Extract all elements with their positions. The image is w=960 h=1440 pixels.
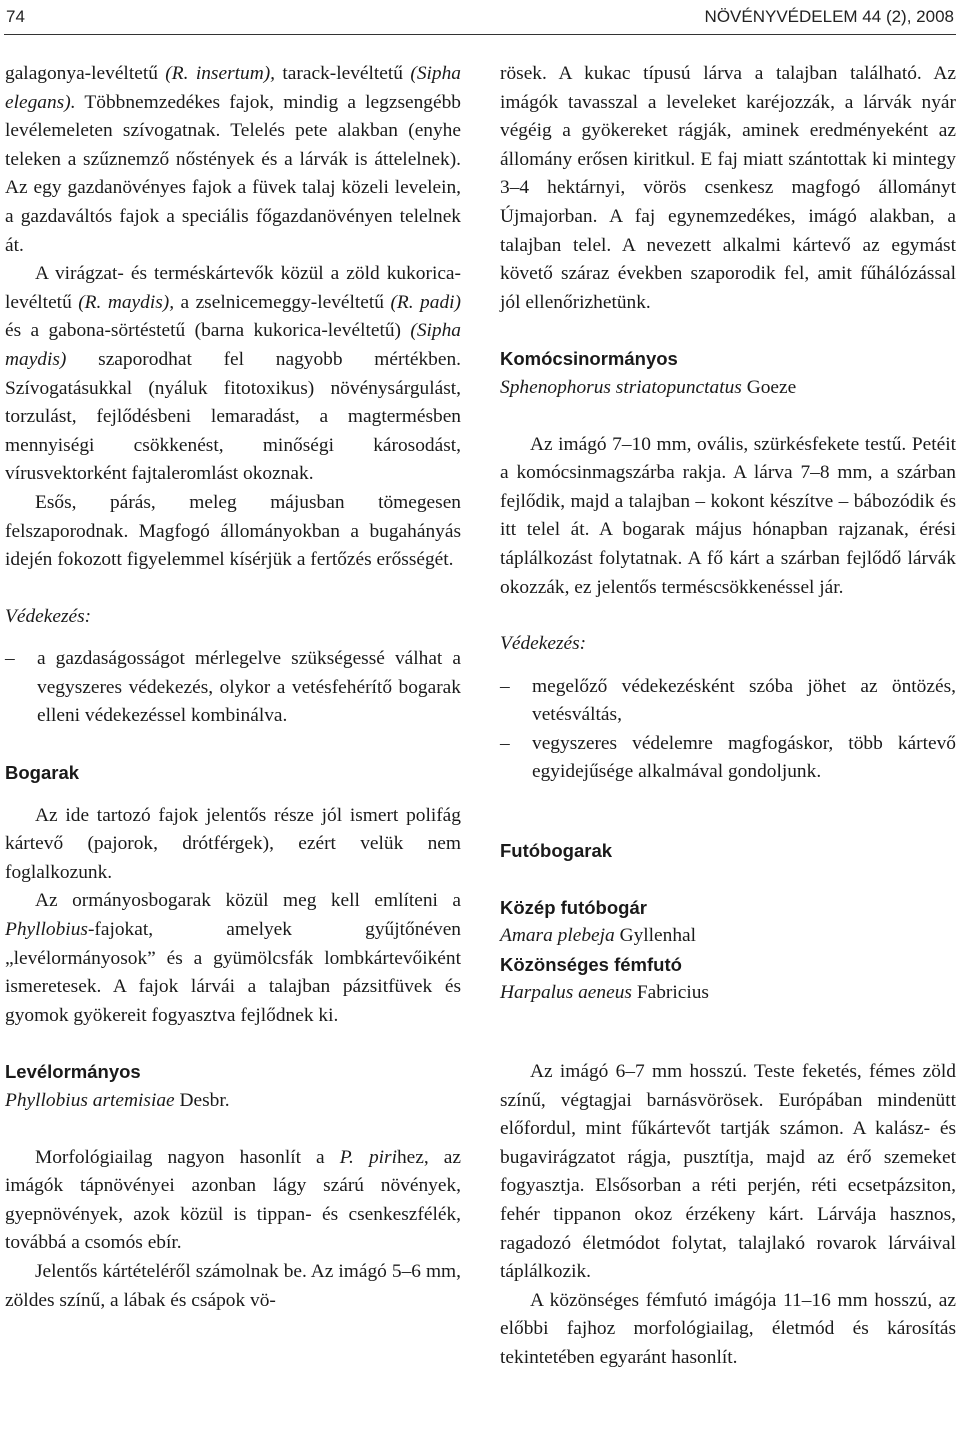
list-item: – a gazdaságosságot mérlegelve szükségessé válhat a vegyszeres védekezés, olykor a vetésfehérítő bogarak elleni védekezéssel kombinálva. [5, 648, 461, 727]
scientific-name: Amara plebeja Gyllenhal [500, 925, 697, 947]
protection-label: Védekezés: [5, 605, 92, 627]
paragraph: Esős, párás, meleg májusban tömegesen felszaporodnak. Magfogó állományokban a bugahányás idején fokozott figyelemmel kísérjük a fertőzés erősségét. [5, 491, 461, 571]
page-number: 74 [6, 7, 25, 26]
section-heading-kozep-futobogar: Közép futóbogár [500, 896, 647, 918]
journal-title: NÖVÉNYVÉDELEM 44 (2), 2008 [704, 7, 954, 26]
list-item: – megelőző védekezésként szóba jöhet az öntözés, vetésváltás, [500, 675, 956, 726]
paragraph: galagonya-levéltetű (R. insertum), tarack-levéltetű (Sipha elegans). Többnemzedékes fajok, mindig a legzsengébb levélemeleten szívogatnak. Telelés pete alakban (enyhe teleken a szűznemző nőstények és a lárvák is áttelelnek). Az egy gazdanövényes fajok a füvek talaj közeli levelein, a gazdaváltós fajok a speciális főgazdanövényen telelnek át. [5, 63, 462, 256]
section-heading-kozonseges-femfuto: Közönséges fémfutó [500, 953, 682, 975]
protection-label: Védekezés: [500, 633, 587, 655]
paragraph: A közönséges fémfutó imágója 11–16 mm hosszú, az előbbi fajhoz morfológiailag, életmód és károsítás tekintetében egyaránt hasonlít. [500, 1289, 956, 1368]
paragraph: Morfológiailag nagyon hasonlít a P. pirihez, az imágók tápnövényei azonban lágy szárú növények, gyepnövények, azok közül is tippan- és csenkeszfélék, továbbá a csomós ebír. [5, 1146, 461, 1254]
scientific-name: Phyllobius artemisiae Desbr. [5, 1090, 230, 1111]
scientific-name: Sphenophorus striatopunctatus Goeze [500, 376, 797, 398]
list-item: – vegyszeres védelemre magfogáskor, több kártevő egyidejűsége alkalmával gondoljunk. [500, 732, 956, 783]
section-heading-bogarak: Bogarak [5, 762, 80, 784]
paragraph: A virágzat- és terméskártevők közül a zöld kukorica-levéltetű (R. maydis), a zselnicemeggy-levéltetű (R. padi) és a gabona-sörtéstetű (barna kukorica-levéltetű) (Sipha maydis) szaporodhat fel nagyobb mértékben. Szívogatásukkal (nyáluk fitotoxikus) növénysárgulást, torzulást, fejlődésbeni lemaradást, a magtermésben mennyiségi csökkenést, minőségi károsodást, vírusvektorként fajtaleromlást okoznak. [5, 263, 461, 485]
left-column [5, 60, 461, 1315]
protection-list [5, 645, 461, 731]
protection-list [500, 673, 956, 787]
paragraph: rösek. A kukac típusú lárva a talajban található. Az imágók tavasszal a leveleket karéjozzák, a lárvák nyár végéig a gyökereket rágják, aminek eredményeként az állomány erősen kiritkul. E faj miatt szántottak ki mintegy 3–4 hektárnyi, vörös csenkesz magfogó állományt Újmajorban. A faj egynemzedékes, imágó alakban, a talajban telel. A nevezett alkalmi kártevő az egymást követő száraz években szaporodik fel, amit fűhálózással jól ellenőrizhetünk. [500, 63, 956, 313]
right-column [500, 60, 956, 1373]
paragraph: Az ide tartozó fajok jelentős része jól ismert polifág kártevő (pajorok, drótférgek), ezért velük nem foglalkozunk. [5, 804, 461, 883]
section-heading-komocsinormanyos: Komócsinormányos [500, 348, 678, 370]
paragraph: Az imágó 7–10 mm, ovális, szürkésfekete testű. Petéit a komócsinmagszárba rakja. A lárva 7–8 mm, a szárban fejlődik, majd a talajban – kokont készítve – bábozódik és itt telel át. A bogarak május hónapban rajzanak, érési táplálkozást folytatnak. A fő kárt a szárban fejlődő lárvák okozzák, ez jelentős terméscsökkenéssel jár. [500, 433, 956, 598]
section-heading-futobogarak: Futóbogarak [500, 840, 613, 862]
scientific-name: Harpalus aeneus Fabricius [500, 982, 709, 1004]
page-header [0, 0, 960, 36]
paragraph: Jelentős kártételéről számolnak be. Az imágó 5–6 mm, zöldes színű, a lábak és csápok vö- [5, 1260, 461, 1311]
header-rule [4, 34, 956, 35]
paragraph: Az imágó 6–7 mm hosszú. Teste feketés, fémes zöld színű, végtagjai barnásvörösek. Európában mindenütt előfordul, mint fűkártevőt tartják számon. A kalász- és bugavirágzatot rágja, pusztítja, majd az érő szemeket fogyasztja. Elsősorban a réti perjén, réti ecsetpázsiton, fehér tippanon okoz érzékeny kárt. Lárvája hasznos, ragadozó életmódot folytat, talajlakó rovarok lárváival táplálkozik. [500, 1061, 956, 1283]
paragraph: Az ormányosbogarak közül meg kell említeni a Phyllobius-fajokat, amelyek gyűjtőnéven „levélormányosok” és a gyümölcsfák lombkártevőiként ismeretesek. A fajok lárvái a talajban pázsitfüvek és gyomok gyökereit fogyasztva fejlődnek ki. [5, 890, 461, 1026]
section-heading-levelormanyos: Levélormányos [5, 1061, 141, 1083]
